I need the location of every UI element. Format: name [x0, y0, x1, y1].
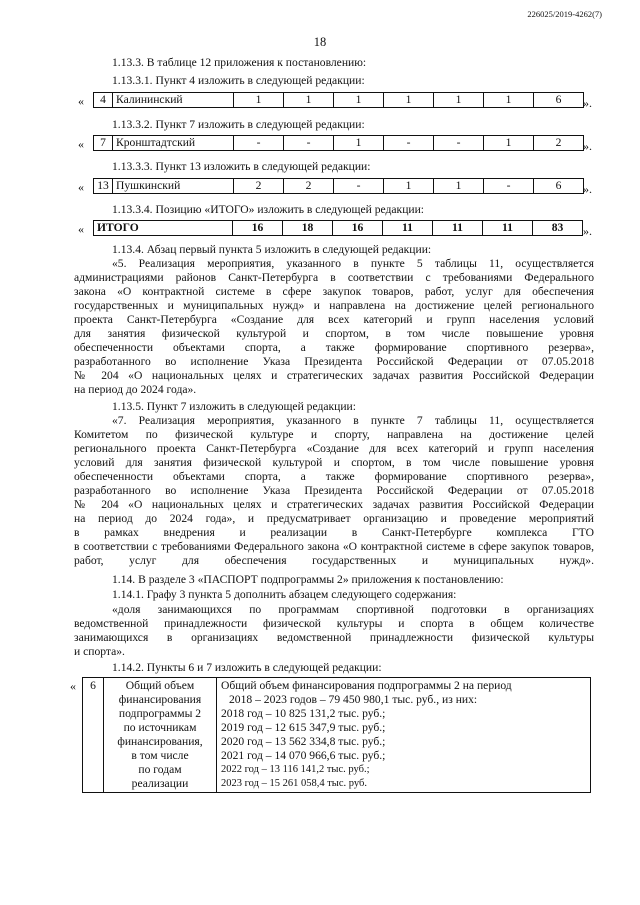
text-line: 2020 год – 13 562 334,8 тыс. руб.;: [221, 735, 386, 748]
close-quote: ».: [583, 224, 592, 238]
text-line: и спорта».: [74, 645, 125, 658]
open-quote: «: [78, 94, 84, 108]
text-line: ведомственной принадлежности физической культуры и спорта в общем количестве: [74, 617, 594, 630]
table-cell: 1: [334, 93, 384, 108]
table-cell: 11: [383, 221, 433, 236]
table-cell: -: [234, 136, 284, 151]
passport-value-cell: [217, 678, 591, 793]
paragraph-1-13-3: 1.13.3. В таблице 12 приложения к постановлению:: [112, 56, 367, 69]
text-line: 2022 год – 13 116 141,2 тыс. руб.;: [221, 764, 370, 775]
table-cell: -: [284, 136, 334, 151]
table-cell: 2: [234, 179, 284, 194]
text-line: «доля занимающихся по программам спортивной подготовки в организациях: [112, 603, 594, 616]
total-label: ИТОГО: [94, 221, 233, 236]
paragraph-1-14: 1.14. В разделе 3 «ПАСПОРТ подпрограммы 2» приложения к постановлению:: [112, 573, 504, 586]
page-number: 18: [313, 35, 327, 49]
table-cell: 1: [384, 179, 434, 194]
table-cell: 1: [484, 136, 534, 151]
open-quote: «: [70, 679, 76, 693]
row-number: 13: [94, 179, 113, 194]
text-line: «7. Реализация мероприятия, указанного в пункте 7 таблицы 11, осуществляется: [112, 414, 594, 427]
table-cell: 1: [434, 179, 484, 194]
text-line: проекта Санкт-Петербурга «Создание для всех категорий и групп населения условий: [74, 313, 594, 326]
table-cell: 1: [434, 93, 484, 108]
table-row-total: [93, 220, 583, 236]
text-line: Общий объем: [125, 679, 195, 692]
table-cell: 11: [483, 221, 533, 236]
table-cell: 1: [334, 136, 384, 151]
text-line: обеспеченности объектами спорта, а также формирование спортивного резерва»,: [74, 341, 594, 354]
text-line: подпрограммы 2: [118, 707, 202, 720]
table-cell: 1: [234, 93, 284, 108]
passport-table: [82, 677, 591, 793]
text-line: Общий объем финансирования подпрограммы 2 на период: [221, 679, 512, 692]
text-line: в соответствии с требованиями Федерального закона «О контрактной системе в сфере закупок товаров, работ, услуг для обеспечения государственных и муниципальных нужд».: [74, 540, 594, 567]
table-cell: 2: [284, 179, 334, 194]
paragraph-1-13-5: 1.13.5. Пункт 7 изложить в следующей редакции:: [112, 400, 356, 413]
text-line: № 204 «О национальных целях и стратегических задачах развития Российской Федерации: [74, 498, 594, 511]
table-cell: 83: [533, 221, 583, 236]
close-quote: ».: [583, 96, 592, 110]
text-line: на период до 2024 года», и предусматривает организацию и проведение мероприятий: [74, 512, 594, 525]
table-cell: 11: [433, 221, 483, 236]
text-line: в рамках внедрения и реализации в Санкт-Петербурге комплекса ГТО: [74, 526, 594, 539]
paragraph-1-14-2: 1.14.2. Пункты 6 и 7 изложить в следующей редакции:: [112, 661, 382, 674]
text-line: 2019 год – 12 615 347,9 тыс. руб.;: [221, 721, 386, 734]
text-line: 2023 год – 15 261 058,4 тыс. руб.: [221, 778, 367, 789]
open-quote: «: [78, 137, 84, 151]
table-cell: 18: [283, 221, 333, 236]
table-cell: -: [484, 179, 534, 194]
text-line: 2018 – 2023 годов – 79 450 980,1 тыс. руб., из них:: [229, 693, 478, 706]
passport-label-cell: [104, 678, 217, 793]
district-name: Пушкинский: [113, 179, 234, 194]
passport-row-number: 6: [83, 678, 104, 793]
text-line: Комитетом по физической культуре и спорту, направлена на достижение целей: [74, 428, 594, 441]
text-line: государственных и муниципальных нужд» и направлена на достижение целей регионального: [74, 299, 594, 312]
table-cell: -: [434, 136, 484, 151]
document-number: 226025/2019-4262(7): [527, 9, 602, 19]
text-line: занимающихся в организациях ведомственной принадлежности физической культуры: [74, 631, 594, 644]
row-number: 4: [94, 93, 113, 108]
text-line: № 204 «О национальных целях и стратегических задачах развития Российской Федерации: [74, 369, 594, 382]
paragraph-1-13-3-4: 1.13.3.4. Позицию «ИТОГО» изложить в следующей редакции:: [112, 203, 425, 216]
paragraph-1-13-3-1: 1.13.3.1. Пункт 4 изложить в следующей редакции:: [112, 74, 365, 87]
text-line: по годам: [138, 763, 182, 776]
open-quote: «: [78, 222, 84, 236]
table-cell: 2: [534, 136, 584, 151]
text-line: регионального проекта Санкт-Петербурга «Создание для всех категорий и групп населения: [74, 442, 594, 455]
close-quote: ».: [583, 139, 592, 153]
district-name: Кронштадтский: [113, 136, 234, 151]
table-cell: 1: [484, 93, 534, 108]
district-name: Калининский: [113, 93, 234, 108]
open-quote: «: [78, 180, 84, 194]
text-line: разработанного во исполнение Указа Президента Российской Федерации от 07.05.2018: [74, 355, 594, 368]
text-line: финансирования,: [117, 735, 203, 748]
text-line: для занятия физической культурой и спортом, в том числе повышение уровня: [74, 327, 594, 340]
text-line: 2021 год – 14 070 966,6 тыс. руб.;: [221, 749, 386, 762]
text-line: 2018 год – 10 825 131,2 тыс. руб.;: [221, 707, 386, 720]
table-cell: 16: [333, 221, 383, 236]
text-line: закона «О контрактной системе в сфере закупок товаров, работ, услуг для обеспечения: [74, 285, 594, 298]
paragraph-1-13-3-2: 1.13.3.2. Пункт 7 изложить в следующей редакции:: [112, 118, 365, 131]
text-line: в том числе: [131, 749, 189, 762]
text-line: разработанного во исполнение Указа Президента Российской Федерации от 07.05.2018: [74, 484, 594, 497]
table-cell: 1: [384, 93, 434, 108]
table-cell: -: [384, 136, 434, 151]
table-cell: 1: [284, 93, 334, 108]
table-row-7: [93, 135, 584, 151]
row-number: 7: [94, 136, 113, 151]
text-line: условий для занятия физической культурой и спортом, в том числе повышение уровня: [74, 456, 594, 469]
table-cell: 16: [233, 221, 283, 236]
paragraph-1-13-3-3: 1.13.3.3. Пункт 13 изложить в следующей редакции:: [112, 160, 371, 173]
paragraph-1-14-1: 1.14.1. Графу 3 пункта 5 дополнить абзацем следующего содержания:: [112, 588, 457, 601]
table-cell: 6: [534, 93, 584, 108]
close-quote: ».: [583, 182, 592, 196]
table-cell: -: [334, 179, 384, 194]
table-row-13: [93, 178, 584, 194]
text-line: обеспеченности объектами спорта, а также формирование спортивного резерва»,: [74, 470, 594, 483]
paragraph-1-13-4: 1.13.4. Абзац первый пункта 5 изложить в следующей редакции:: [112, 243, 432, 256]
text-line: на период до 2024 года».: [74, 383, 197, 396]
table-cell: 6: [534, 179, 584, 194]
text-line: администрациями районов Санкт-Петербурга в соответствии с требованиями Федерального: [74, 271, 594, 284]
text-line: по источникам: [123, 721, 197, 734]
text-line: «5. Реализация мероприятия, указанного в пункте 5 таблицы 11, осуществляется: [112, 257, 594, 270]
text-line: реализации: [131, 777, 189, 790]
text-line: финансирования: [118, 693, 202, 706]
table-row-4: [93, 92, 584, 108]
